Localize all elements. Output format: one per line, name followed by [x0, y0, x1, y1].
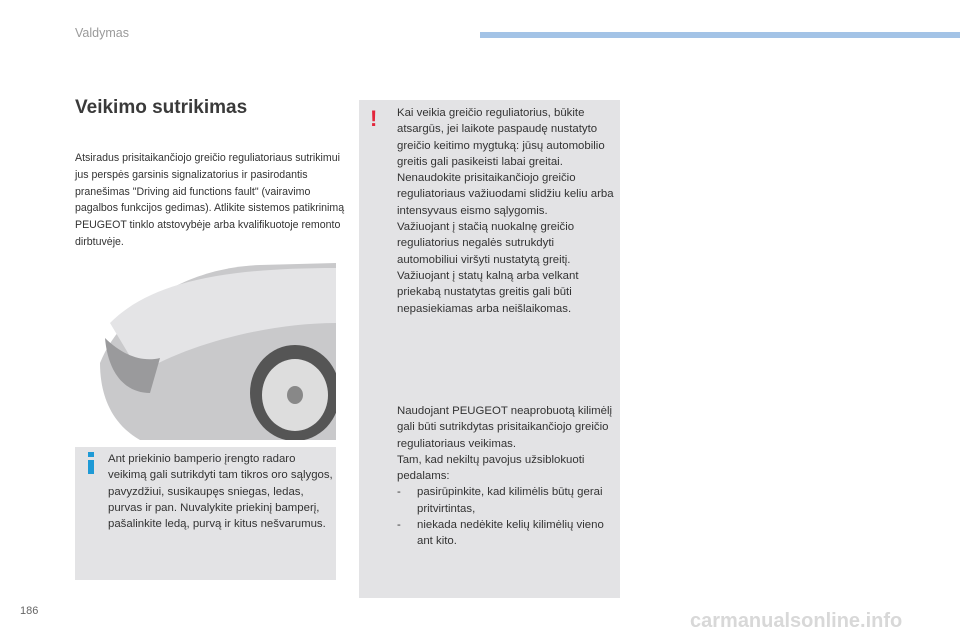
info-icon-stem	[88, 460, 94, 474]
car-front-image	[100, 263, 336, 440]
page-number: 186	[20, 605, 39, 617]
warning-line: Važiuojant į statų kalną arba velkant priekabą nustatytas greitis gali būti nepasiekiamas arba neišlaikomas.	[397, 269, 579, 315]
section-header: Valdymas	[75, 26, 129, 40]
mat-paragraph: Tam, kad nekiltų pavojus užsiblokuoti pedalams:	[397, 453, 585, 483]
mat-paragraph: Naudojant PEUGEOT neaprobuotą kilimėlį gali būti sutrikdytas prisitaikančiojo greičio reguliatoriaus veikimas.	[397, 405, 613, 450]
warning-line: Nenaudokite prisitaikančiojo greičio reguliatoriaus važiuodami slidžiu keliu arba intensyvaus eismo sąlygomis.	[397, 172, 614, 217]
intro-paragraph: Atsiradus prisitaikančiojo greičio reguliatoriaus sutrikimui jus perspės garsinis signalizatorius ir pasirodantis pranešimas "Driving aid functions fault" (vairavimo pagalbos funkcijos gedimas). Atlikite sistemos patikrinimą PEUGEOT tinklo atstovybėje arba kvalifikuotoje remonto dirbtuvėje.	[75, 152, 345, 248]
warning-text	[397, 105, 617, 317]
watermark: carmanualsonline.info	[690, 610, 903, 632]
floor-mat-text	[397, 403, 617, 550]
bullet-text: pasirūpinkite, kad kilimėlis būtų gerai pritvirtintas,	[417, 486, 603, 515]
bullet-dash: -	[397, 486, 401, 499]
warning-line: Važiuojant į stačią nuokalnę greičio reguliatorius negalės sutrukdyti automobiliui viršyti nustatytą greitį.	[397, 221, 575, 266]
info-icon	[88, 452, 94, 457]
info-text: Ant priekinio bamperio įrengto radaro veikimą gali sutrikdyti tam tikros oro sąlygos, pavyzdžiui, susikaupęs sniegas, ledas, purvas ir pan. Nuvalykite priekinį bamperį, pašalinkite ledą, purvą ir kitus nešvarumus.	[108, 453, 333, 531]
bullet-dash: -	[397, 519, 401, 532]
list-item	[397, 484, 617, 517]
exclamation-icon: !	[370, 106, 378, 131]
header-accent-bar	[480, 32, 960, 38]
page-title: Veikimo sutrikimas	[75, 97, 248, 118]
bullet-text: niekada nedėkite kelių kilimėlių vieno ant kito.	[417, 519, 604, 548]
list-item	[397, 517, 617, 550]
warning-line: Kai veikia greičio reguliatorius, būkite atsargūs, jei laikote paspaudę nustatyto greičio keitimo mygtuką: jūsų automobilio greitis gali pasikeisti labai greitai.	[397, 107, 605, 168]
